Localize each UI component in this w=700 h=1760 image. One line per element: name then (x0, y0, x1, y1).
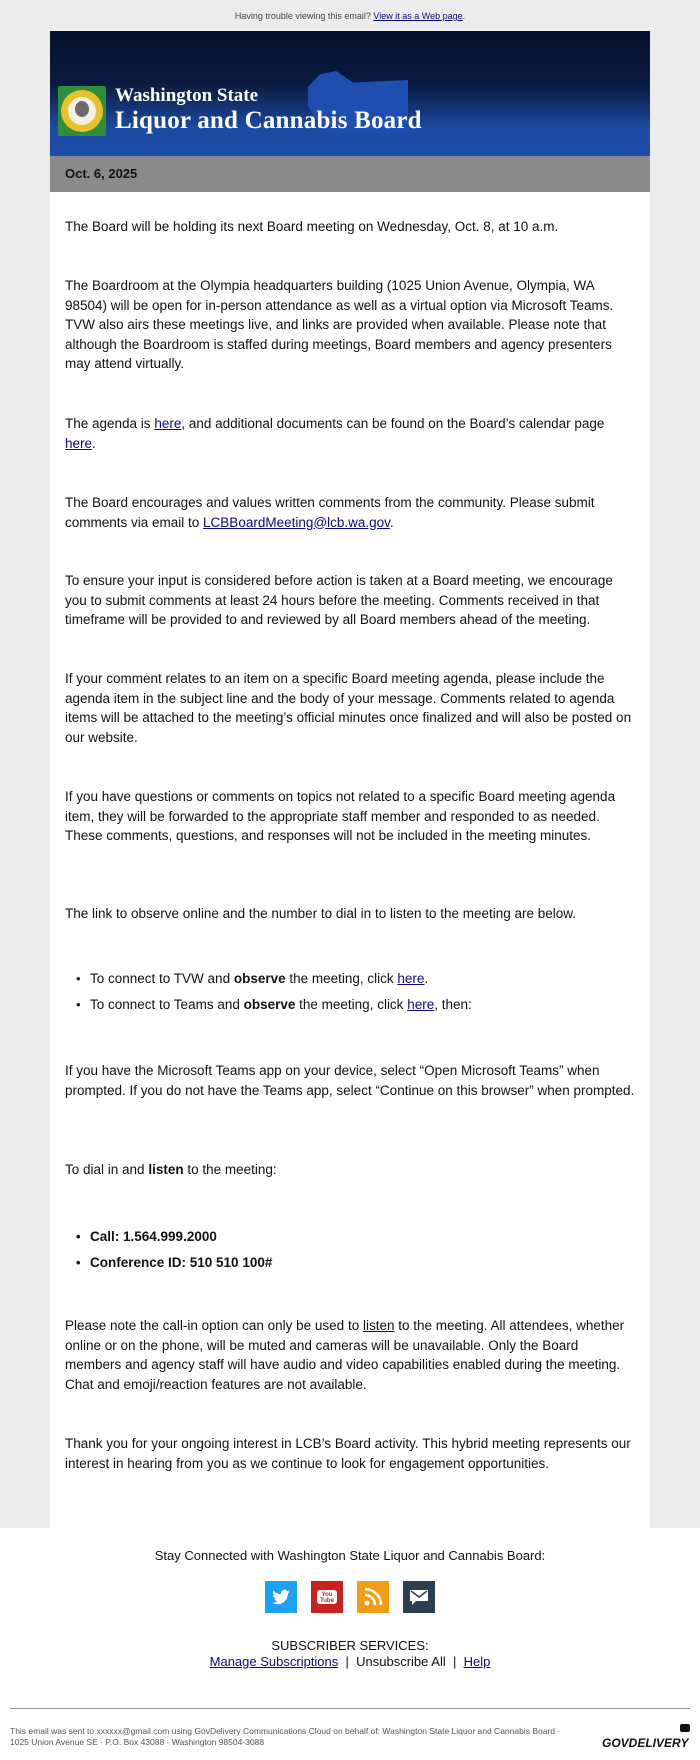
paragraph-agenda-item: If your comment relates to an item on a specific Board meeting agenda, please include the agenda item in the subject line and the body of your message. Comments related to agenda items will be attached to the meeting’s official minutes once finalized and will also be posted on our website. (65, 671, 632, 745)
brand-line-2: Liquor and Cannabis Board (115, 107, 422, 134)
help-link[interactable]: Help (463, 1654, 491, 1669)
web-version-link[interactable]: View it as a Web page (373, 11, 463, 21)
teams-link[interactable]: here (407, 997, 435, 1012)
header-banner (50, 31, 650, 156)
calendar-page-link[interactable]: here (65, 435, 93, 451)
footer (0, 1528, 700, 1760)
subscriber-services: SUBSCRIBER SERVICES: Manage Subscriptions | Unsubscribe All | Help (0, 1638, 700, 1670)
paragraph-agenda: The agenda is here, and additional documents can be found on the Board’s calendar page here. (65, 416, 605, 451)
email-content (50, 192, 650, 1528)
svg-text:You: You (321, 1592, 333, 1598)
call-number: • Call: 1.564.999.2000 (90, 1227, 630, 1246)
paragraph-comments: The Board encourages and values written comments from the community. Please submit comments via email to LCBBoardMeeting@lcb.wa.gov. (65, 495, 595, 530)
board-email-link[interactable]: LCBBoardMeeting@lcb.wa.gov (203, 514, 390, 530)
footer-divider (10, 1708, 690, 1709)
preheader-suffix: . (462, 11, 466, 21)
state-seal-icon (58, 86, 106, 136)
paragraph-other-topics: If you have questions or comments on topics not related to a specific Board meeting agenda item, they will be forwarded to the appropriate staff member and responded to as needed. These comments, questions, and responses will not be included in the meeting minutes. (65, 789, 616, 843)
date-bar (50, 156, 650, 192)
paragraph-dial-in: To dial in and listen to the meeting: (65, 1162, 277, 1177)
svg-text:Tube: Tube (320, 1598, 334, 1604)
agenda-link[interactable]: here (154, 416, 182, 431)
paragraph-observe-intro: The link to observe online and the number to dial in to listen to the meeting are below. (65, 906, 577, 921)
youtube-icon[interactable] (311, 1581, 343, 1613)
paragraph-listen-only: Please note the call-in option can only be used to listen to the meeting. All attendees, whether online or on the phone, will be muted and cameras will be unavailable. Only the Board members and agency staff will have audio and video capabilities enabled during the meeting. Chat and emoji/reaction features are not available. (65, 1318, 625, 1392)
subscriber-services-title: SUBSCRIBER SERVICES: (271, 1638, 429, 1653)
unsubscribe-all-link[interactable]: Unsubscribe All (356, 1654, 446, 1669)
paragraph-thank-you: Thank you for your ongoing interest in LCB’s Board activity. This hybrid meeting represents our interest in hearing from you as we continue to look for engagement opportunities. (65, 1436, 631, 1471)
conference-id: • Conference ID: 510 510 100# (90, 1253, 630, 1272)
issue-date: Oct. 6, 2025 (65, 166, 138, 181)
tvw-link[interactable]: here (397, 971, 425, 986)
paragraph-24-hours: To ensure your input is considered before action is taken at a Board meeting, we encourage you to submit comments at least 24 hours before the meeting. Comments received in that timeframe will be provided to and reviewed by all Board members ahead of the meeting. (65, 573, 613, 627)
list-item: • To connect to TVW and observe the meeting, click here. (90, 969, 630, 988)
stay-connected-text: Stay Connected with Washington State Liquor and Cannabis Board: (154, 1548, 546, 1563)
social-icons (265, 1581, 435, 1615)
preheader (0, 0, 700, 30)
twitter-icon[interactable] (265, 1581, 297, 1613)
paragraph-boardroom: The Boardroom at the Olympia headquarters building (1025 Union Avenue, Olympia, WA 98504) will be open for in-person attendance as well as a virtual option via Microsoft Teams. TVW also airs these meetings live, and links are provided when available. Please note that although the Boardroom is staffed during meetings, Board members and agency presenters may attend virtually. (65, 278, 614, 371)
paragraph-teams-app: If you have the Microsoft Teams app on your device, select “Open Microsoft Teams” when prompted. If you do not have the Teams app, select “Continue on this browser” when prompted. (65, 1063, 635, 1098)
manage-subscriptions-link[interactable]: Manage Subscriptions (209, 1654, 339, 1669)
legal-text: This email was sent to xxxxxx@gmail.com using GovDelivery Communications Cloud on behalf of: Washington State Liquor and Cannabis Board · 1025 Union Avenue SE · P.O. Box 43088 · Washington 98504-3088 (10, 1726, 561, 1747)
preheader-text: Having trouble viewing this email? (234, 11, 374, 21)
list-item: • To connect to Teams and observe the meeting, click here, then: (90, 995, 630, 1014)
email-icon[interactable] (403, 1581, 435, 1613)
govdelivery-logo[interactable]: GOVDELIVERY (602, 1736, 689, 1750)
brand-line-1: Washington State (115, 85, 259, 106)
rss-icon[interactable] (357, 1581, 389, 1613)
govdelivery-bubble-icon (680, 1724, 690, 1732)
paragraph-meeting-date: The Board will be holding its next Board meeting on Wednesday, Oct. 8, at 10 a.m. (65, 219, 559, 234)
